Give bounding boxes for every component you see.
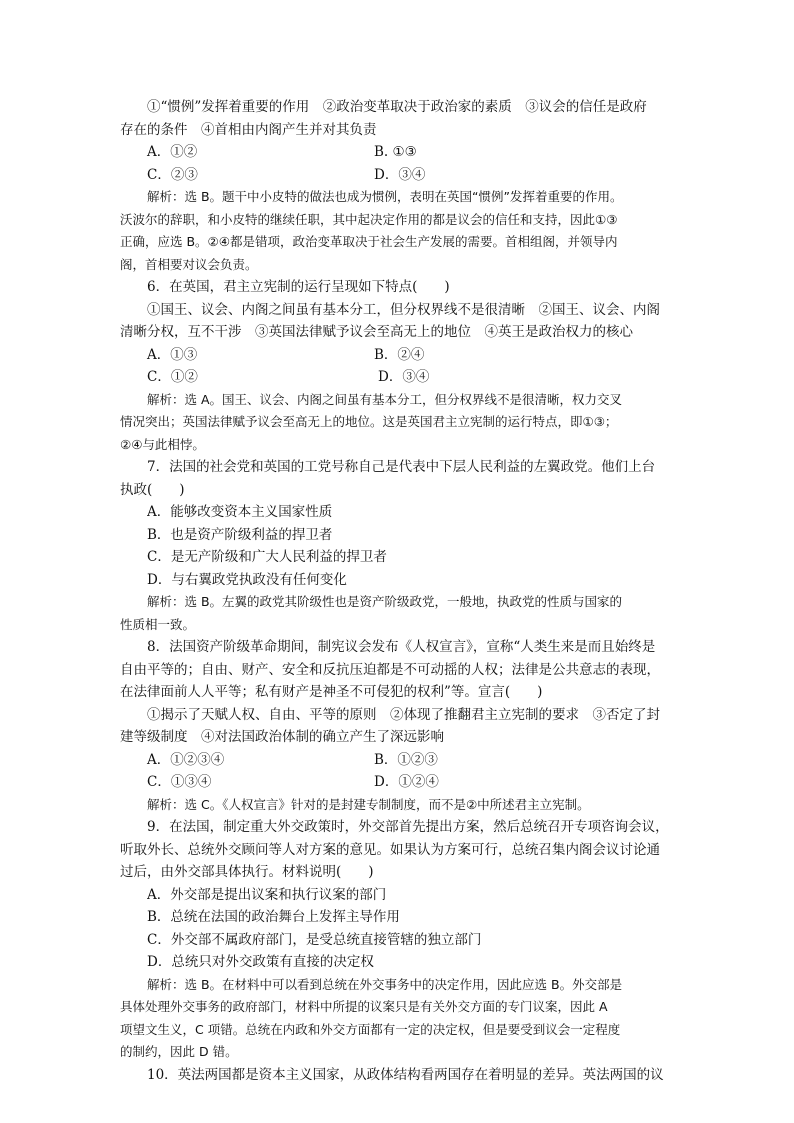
q8-analysis-line-1: 解析：选 C。《人权宣言》针对的是封建专制制度，而不是②中所述君主立宪制。 (147, 796, 590, 812)
q9-option-c: C．外交部不属政府部门，是受总统直接管辖的独立部门 (147, 931, 482, 948)
q5-option-b: B. ①③ (374, 144, 417, 160)
q6-statements-line-2: 清晰分权，互不干涉 ③英国法律赋予议会至高无上的地位 ④英王是政治权力的核心 (120, 324, 633, 340)
q8-options-row-2 (147, 771, 677, 794)
q5-analysis-line-4: 阁，首相要对议会负责。 (120, 256, 258, 272)
q6-statements-line-1: ①国王、议会、内阁之间虽有基本分工，但分权界线不是很清晰 ②国王、议会、内阁 (147, 301, 660, 318)
q8-options-row-1 (147, 749, 677, 772)
q6-option-b: B．②④ (374, 346, 425, 363)
q6-analysis-line-2: 情况突出；英国法律赋予议会至高无上的地位。这是英国君主立宪制的运行特点，即①③； (120, 414, 618, 429)
q8-statements-line-2: 建等级制度 ④对法国政治体制的确立产生了深远影响 (120, 729, 444, 745)
q8-option-d: D．①②④ (374, 774, 439, 790)
q10-stem-line-1: 10．英法两国都是资本主义国家，从政体结构看两国存在着明显的差异。英法两国的议 (147, 1066, 664, 1083)
q7-option-d: D．与右翼政党执政没有任何变化 (147, 571, 347, 588)
q9-option-d: D．总统只对外交政策有直接的决定权 (147, 954, 374, 970)
q7-option-a: A．能够改变资本主义国家性质 (147, 504, 333, 520)
q7-analysis-line-2: 性质相一致。 (120, 616, 196, 632)
q5-statements-line-1: ①“惯例”发挥着重要的作用 ②政治变革取决于政治家的素质 ③议会的信任是政府 (147, 99, 647, 115)
q6-analysis-line-1: 解析：选 A。国王、议会、内阁之间虽有基本分工，但分权界线不是很清晰，权力交叉 (147, 391, 623, 407)
q5-analysis-line-2: 沃波尔的辞职，和小皮特的继续任职，其中起决定作用的都是议会的信任和支持，因此①③ (120, 211, 618, 227)
q8-option-a: A．①②③④ (147, 751, 225, 768)
q9-stem-line-3: 过后，由外交部具体执行。材料说明( ) (120, 864, 374, 880)
q5-statements-line-2: 存在的条件 ④首相由内阁产生并对其负责 (120, 121, 377, 138)
q5-options-row-1 (147, 141, 677, 164)
q9-analysis-line-4: 的制约，因此 D 错。 (120, 1044, 238, 1059)
q9-analysis-line-2: 具体处理外交事务的政府部门，材料中所提的议案只是有关外交方面的专门议案，因此 A (120, 999, 608, 1014)
q5-option-d: D．③④ (374, 166, 426, 183)
q7-stem-line-1: 7．法国的社会党和英国的工党号称自己是代表中下层人民利益的左翼政党。他们上台 (147, 459, 656, 475)
q8-stem-line-1: 8．法国资产阶级革命期间，制宪议会发布《人权宣言》，宣称“人类生来是而且始终是 (147, 639, 656, 655)
q6-option-c: C．①② (147, 369, 198, 385)
q5-option-a: A．①② (147, 144, 198, 160)
document-page (120, 96, 677, 1086)
q8-stem-line-3: 在法律面前人人平等；私有财产是神圣不可侵犯的权利”等。宣言( ) (120, 684, 543, 700)
q9-analysis-line-3: 项望文生义，C 项错。总统在内政和外交方面都有一定的决定权，但是要受到议会一定程度 (120, 1021, 621, 1037)
q5-option-c: C．②③ (147, 166, 198, 183)
q8-option-b: B．①②③ (374, 751, 438, 768)
q8-stem-line-2: 自由平等的；自由、财产、安全和反抗压迫都是不可动摇的人权；法律是公共意志的表现， (120, 661, 660, 678)
q6-option-d: D．③④ (378, 369, 430, 385)
q6-stem: 6．在英国，君主立宪制的运行呈现如下特点( ) (147, 279, 450, 295)
q9-stem-line-2: 听取外长、总统外交顾问等人对方案的意见。如果认为方案可行，总统召集内阁会议讨论通 (120, 841, 660, 858)
q7-option-c: C．是无产阶级和广大人民利益的捍卫者 (147, 549, 387, 565)
q8-statements-line-1: ①揭示了天赋人权、自由、平等的原则 ②体现了推翻君主立宪制的要求 ③否定了封 (147, 706, 660, 723)
q7-analysis-line-1: 解析：选 B。左翼的政党其阶级性也是资产阶级政党，一般地，执政党的性质与国家的 (147, 594, 623, 609)
q9-stem-line-1: 9．在法国，制定重大外交政策时，外交部首先提出方案，然后总统召开专项咨询会议， (147, 819, 669, 835)
q6-analysis-line-3: ②④与此相悖。 (120, 436, 205, 452)
q9-option-b: B．总统在法国的政治舞台上发挥主导作用 (147, 909, 400, 925)
q7-option-b: B．也是资产阶级利益的捍卫者 (147, 526, 333, 543)
q6-option-a: A．①③ (147, 346, 198, 363)
q5-analysis-line-1: 解析：选 B。题干中小皮特的做法也成为惯例，表明在英国“惯例”发挥着重要的作用。 (147, 189, 623, 204)
q6-options-row-1 (147, 344, 677, 367)
q9-analysis-line-1: 解析：选 B。在材料中可以看到总统在外交事务中的决定作用，因此应选 B。外交部是 (147, 976, 623, 992)
q5-analysis-line-3: 正确，应选 B。②④都是错项，政治变革取决于社会生产发展的需要。首相组阁，并领导内 (120, 234, 618, 249)
q6-options-row-2 (147, 366, 677, 389)
q5-options-row-2 (147, 164, 677, 187)
q7-stem-line-2: 执政( ) (120, 481, 185, 498)
q9-option-a: A．外交部是提出议案和执行议案的部门 (147, 886, 387, 903)
q8-option-c: C．①③④ (147, 774, 212, 790)
